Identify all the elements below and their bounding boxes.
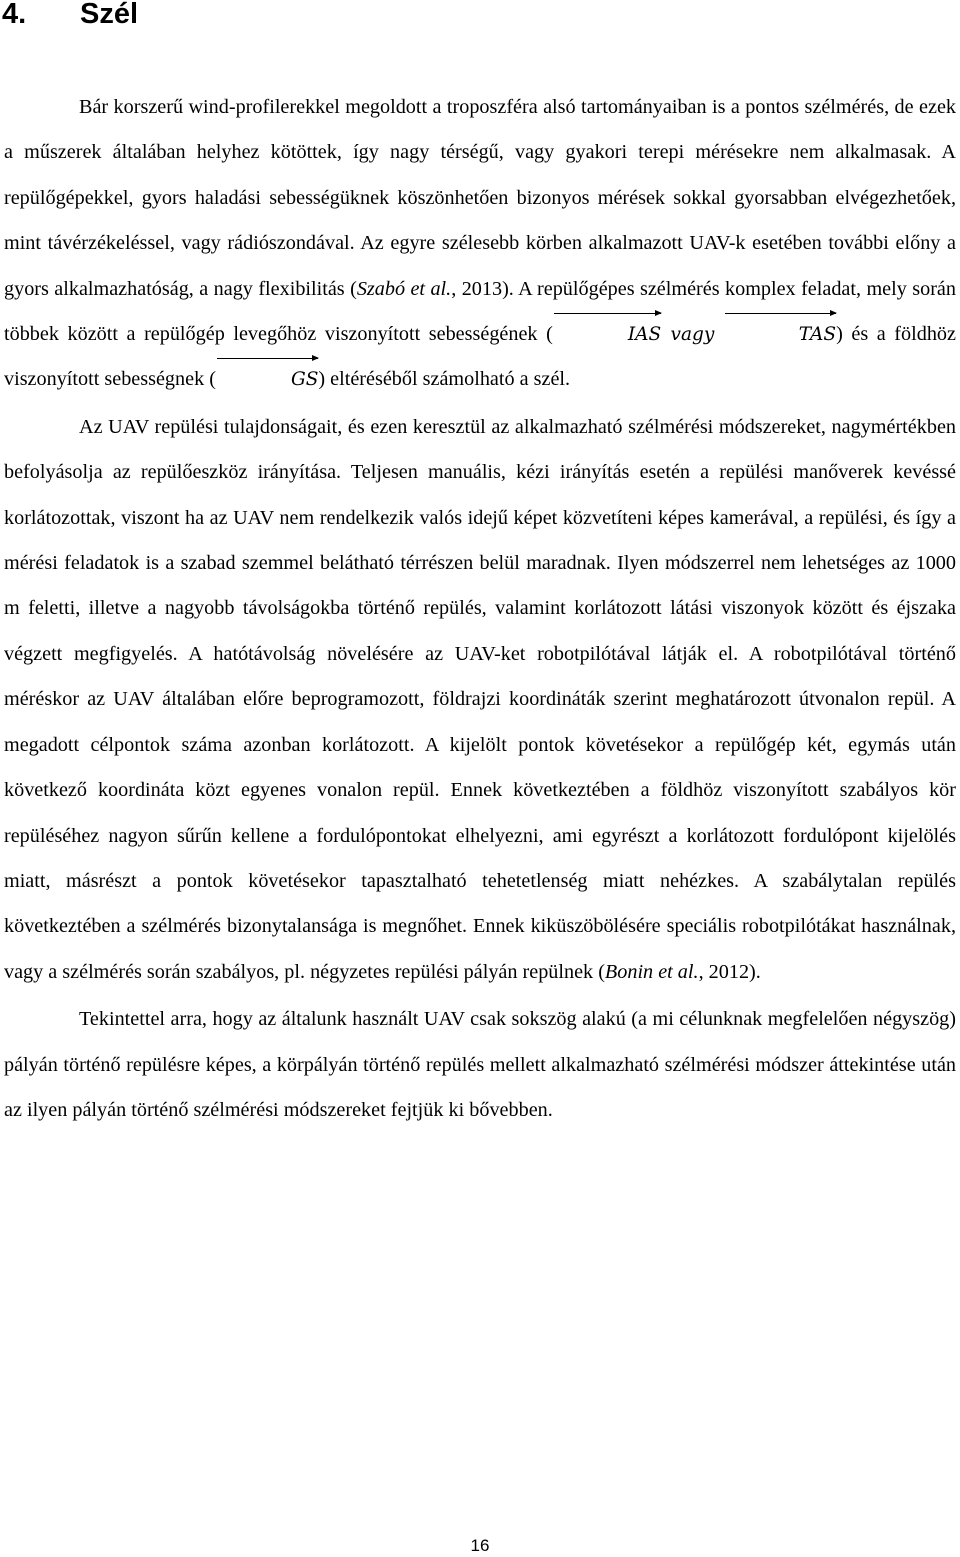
citation-author-bonin: Bonin et al.: [604, 960, 699, 983]
document-body: [4, 85, 956, 1133]
paragraph-1-text-2: , 2013). A repülőgépes szélmérés komplex feladat, mely során többek között a repülőgép levegőhöz viszonyított sebességének (: [4, 277, 956, 346]
vector-tas: TAS: [724, 312, 836, 357]
paragraph-1-text-4: ) eltéréséből számolható a szél.: [318, 368, 571, 391]
citation-author-szabo: Szabó et al.: [356, 277, 452, 300]
formula-gs: [216, 369, 318, 390]
formula-vagy: vagy: [661, 324, 724, 346]
paragraph-3: [4, 997, 956, 1133]
vector-gs: GS: [216, 357, 318, 402]
paragraph-1: [4, 85, 956, 403]
section-number: 4.: [2, 0, 27, 30]
paragraph-1-text-3: ) és a földhöz viszonyított sebességnek (: [4, 323, 956, 391]
paragraph-2: [4, 405, 956, 995]
paragraph-2-text-2: , 2012).: [698, 960, 761, 983]
paragraph-1-text-1: Bár korszerű wind-profilerekkel megoldott a troposzféra alsó tartományaiban is a pontos szélmérés, de ezek a műszerek általában helyhez kötöttek, így nagy térségű, vagy gyakori terepi mérésekre nem alkalmasak. A repülőgépekkel, gyors haladási sebességüknek köszönhetően bizonyos mérések sokkal gyorsabban elvégezhetőek, mint távérzékeléssel, vagy rádiószondával. Az egyre szélesebb körben alkalmazott UAV-k esetében további előny a gyors alkalmazhatóság, a nagy flexibilitás (: [4, 96, 956, 300]
formula-ias-vagy-tas: [553, 324, 836, 345]
paragraph-2-text-1: Az UAV repülési tulajdonságait, és ezen keresztül az alkalmazható szélmérési módszereket, nagymértékben befolyásolja az repülőeszköz irányítása. Teljesen manuális, kézi irányítás esetén a repülési manőverek kevéssé korlátozottak, viszont ha az UAV nem rendelkezik valós idejű képet közvetíteni képes kamerával, a repülési, és így a mérési feladatok is a szabad szemmel belátható térrészen belül maradnak. Ilyen módszerrel nem lehetséges az 1000 m feletti, illetve a nagyobb távolságokba történő repülés, valamint korlátozott látási viszonyok között és éjszaka végzett megfigyelés. A hatótávolság növelésére az UAV-ket robotpilótával látják el. A robotpilótával történő méréskor az UAV általában előre beprogramozott, földrajzi koordináták szerint meghatározott útvonalon repül. A megadott célpontok száma azonban korlátozott. A kijelölt pontok követésekor a repülőgép két, egymás után következő koordináta közt egyenes vonalon repül. Ennek következtében a földhöz viszonyított szabályos kör repüléséhez nagyon sűrűn kellene a fordulópontokat elhelyezni, ami egyrészt a korlátozott fordulópont kijelölés miatt, másrészt a pontok követésekor tapasztalható tehetetlenség miatt nehézkes. A szabálytalan repülés következtében a szélmérés bizonytalansága is megnőhet. Ennek kiküszöbölésére speciális robotpilótákat használnak, vagy a szélmérés során szabályos, pl. négyzetes repülési pályán repülnek (: [4, 415, 956, 983]
vector-ias: IAS: [553, 312, 661, 357]
page-number: 16: [470, 1536, 490, 1555]
section-title: Szél: [80, 0, 139, 30]
section-heading: [2, 0, 138, 34]
paragraph-3-text-1: Tekintettel arra, hogy az általunk használt UAV csak sokszög alakú (a mi célunknak megfelelően négyszög) pályán történő repülésre képes, a körpályán történő repülés mellett alkalmazható szélmérési módszer áttekintése után az ilyen pályán történő szélmérési módszereket fejtjük ki bővebben.: [4, 1008, 956, 1121]
